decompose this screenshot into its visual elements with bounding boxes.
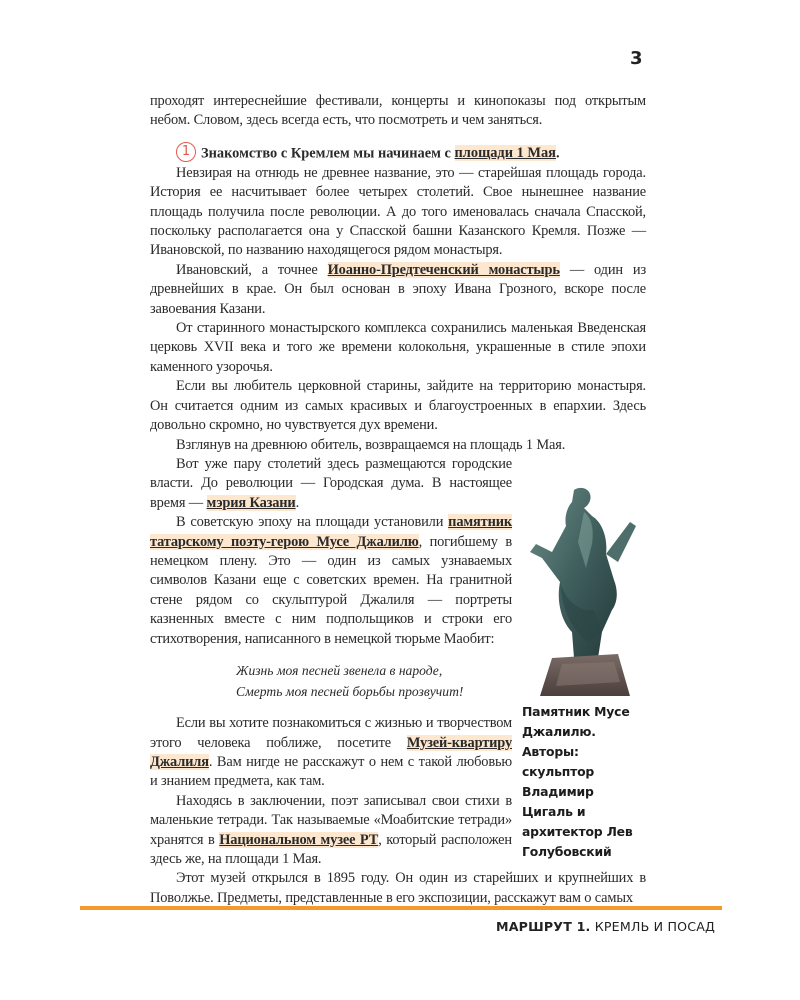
paragraph-monument [150, 513, 512, 649]
paragraph-return: Взглянув на древнюю обитель, возвращаемся на площадь 1 Мая. [176, 436, 566, 453]
text-span: , который расположен здесь же, на площади 1 Мая. [150, 831, 512, 867]
text-span: Ивановский, а точнее [176, 261, 328, 278]
paragraph-museum-apartment [150, 714, 512, 792]
route-label: МАРШРУТ 1. [496, 919, 591, 934]
section-heading [150, 144, 646, 164]
paragraph-visit-monastery: Если вы любитель церковной старины, зайдите на территорию монастыря. Он считается одним из самых красивых и благоустроенных в епархии. Здесь довольно скромно, но чувствуется дух времени. [150, 378, 646, 434]
paragraph-church: От старинного монастырского комплекса сохранились маленькая Введенская церковь XVII века и того же времени колокольня, украшенные в стиле эпохи каменного узорочья. [150, 320, 646, 375]
paragraph-museum-opened: Этот музей открылся в 1895 году. Он один из старейших и крупнейших в Поволжье. Предметы, представленные в его экспозиции, расскажут вам о самых [150, 870, 646, 906]
jalil-monument-photo [522, 482, 646, 696]
footer-divider [80, 906, 722, 910]
poem-line: Жизнь моя песней звенела в народе, [236, 662, 443, 678]
section-heading-prefix: Знакомство с Кремлем мы начинаем с [201, 145, 455, 162]
page-number: 3 [630, 48, 643, 69]
text-span: В советскую эпоху на площади установили [176, 514, 449, 531]
section-number-marker: 1 [176, 142, 196, 162]
route-title: КРЕМЛЬ И ПОСАД [594, 919, 716, 934]
link-jalil-monument[interactable]: памятник татарскому поэту-герою Мусе Джалилю [150, 514, 512, 550]
paragraph-monastery [150, 261, 646, 319]
link-monastery[interactable]: Иоанно-Предтеченский монастырь [327, 261, 560, 278]
link-jalil-apartment-museum[interactable]: Музей-квартиру Джалиля [150, 734, 512, 770]
poem-quote [236, 661, 556, 702]
text-span: . [295, 494, 300, 511]
paragraph-city-hall [150, 455, 512, 513]
photo-caption: Памятник Мусе Джалилю. Авторы: скульптор Владимир Цигаль и архитектор Лев Голубовский [522, 704, 633, 859]
paragraph-notebooks [150, 792, 512, 870]
text-span: . Вам нигде не расскажут о нем с такой любовью и знанием предмета, как там. [150, 753, 512, 790]
link-national-museum[interactable]: Национальном музее РТ [219, 831, 379, 848]
poem-line: Смерть моя песней борьбы прозвучит! [236, 683, 464, 699]
text-span: Если вы хотите познакомиться с жизнью и творчеством этого человека поближе, посетите [150, 715, 512, 751]
text-span: Находясь в заключении, поэт записывал свои стихи в маленькие тетради. Так называемые «Моабитские тетради» хранятся в [150, 792, 512, 848]
text-span: , погибшему в немецком плену. Это — один из самых узнаваемых символов Казани еще с советских времен. На гранитной стене рядом со скульптурой Джалиля — портреты казненных вместе с ним подпольщиков и строки его стихотворения, написанного в немецкой тюрьме Маобит: [150, 533, 512, 647]
text-span: — один из древнейших в крае. Он был основан в эпоху Ивана Грозного, вскоре после завоевания Казани. [150, 261, 646, 317]
section-heading-suffix: . [555, 145, 560, 162]
running-head [496, 919, 715, 934]
text-span: Вот уже пару столетий здесь размещаются городские власти. До революции — Городская дума. В настоящее время — [150, 455, 512, 511]
paragraph-square-history: Невзирая на отнюдь не древнее название, это — старейшая площадь города. История ее насчитывает более четырех столетий. Свое нынешнее название площадь получила после революции. А до того именовалась сначала Спасской, поскольку располагается она у Спасской башни Казанского Кремля. Позже — Ивановской, по названию находящегося рядом монастыря. [150, 164, 646, 259]
intro-paragraph: проходят интереснейшие фестивали, концерты и кинопоказы под открытым небом. Словом, здесь всегда есть, что посмотреть и чем заняться. [150, 93, 646, 129]
link-city-hall[interactable]: мэрия Казани [206, 494, 296, 511]
link-square-1-may[interactable]: площади 1 Мая [454, 145, 556, 162]
